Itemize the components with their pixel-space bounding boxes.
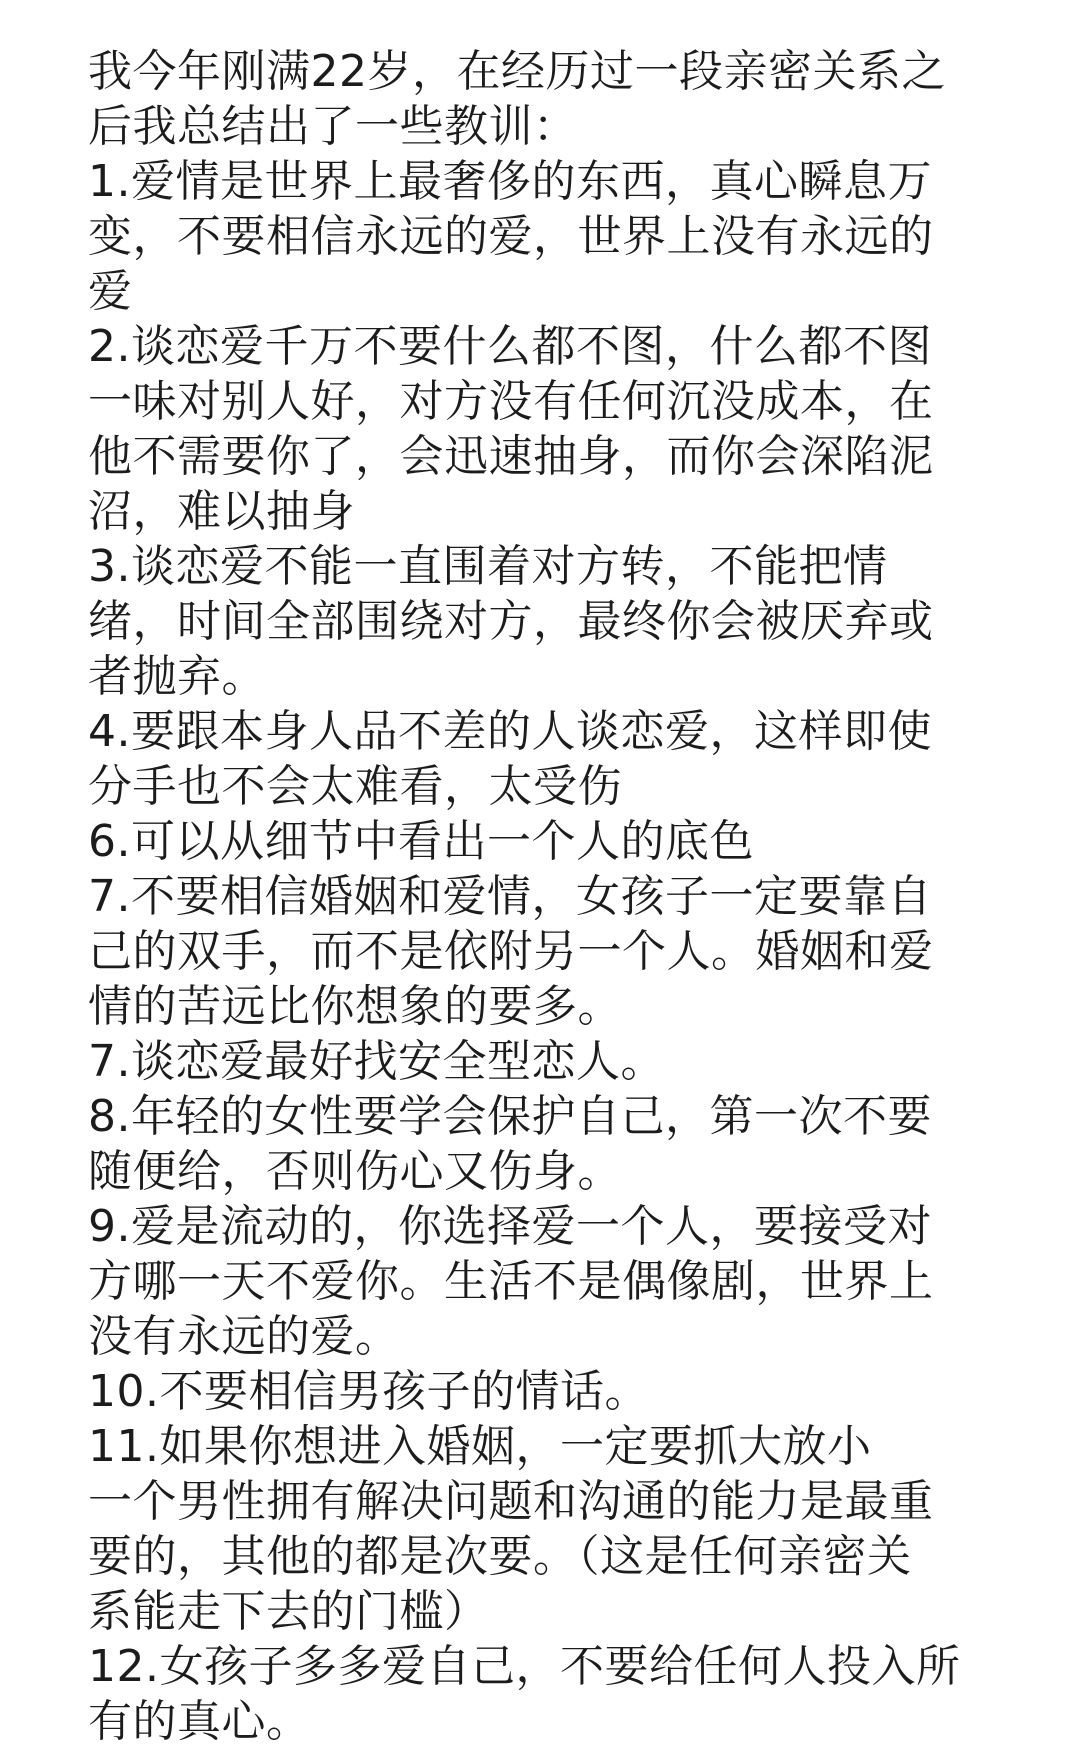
text-line: 4.要跟本身人品不差的人谈恋爱，这样即使: [88, 706, 932, 757]
text-line: 9.爱是流动的，你选择爱一个人，要接受对: [88, 1201, 932, 1252]
text-line: 8.年轻的女性要学会保护自己，第一次不要: [88, 1091, 932, 1142]
text-line: 者抛弃。: [88, 651, 266, 702]
text-line: 6.可以从细节中看出一个人的底色: [88, 816, 754, 867]
text-line: 沼，难以抽身: [88, 486, 355, 537]
text-line: 分手也不会太难看，太受伤: [88, 761, 622, 812]
text-line: 己的双手，而不是依附另一个人。婚姻和爱: [88, 926, 934, 977]
text-line: 情的苦远比你想象的要多。: [88, 981, 622, 1032]
text-line: 我今年刚满22岁，在经历过一段亲密关系之: [88, 46, 946, 97]
text-line: 一个男性拥有解决问题和沟通的能力是最重: [88, 1476, 934, 1527]
text-line: 10.不要相信男孩子的情话。: [88, 1366, 649, 1417]
text-line: 系能走下去的门槛）: [88, 1586, 489, 1637]
text-line: 要的，其他的都是次要。（这是任何亲密关: [88, 1531, 912, 1582]
text-line: 绪，时间全部围绕对方，最终你会被厌弃或: [88, 596, 934, 647]
text-line: 后我总结出了一些教训：: [88, 101, 578, 152]
text-line: 2.谈恋爱千万不要什么都不图，什么都不图: [88, 321, 932, 372]
text-line: 7.不要相信婚姻和爱情，女孩子一定要靠自: [88, 871, 932, 922]
text-line: 12.女孩子多多爱自己，不要给任何人投入所: [88, 1641, 961, 1692]
text-line: 1.爱情是世界上最奢侈的东西，真心瞬息万: [88, 156, 932, 207]
text-line: 爱: [88, 266, 133, 317]
text-line: 变，不要相信永远的爱，世界上没有永远的: [88, 211, 934, 262]
text-line: 11.如果你想进入婚姻，一定要抓大放小: [88, 1421, 872, 1472]
text-line: 一味对别人好，对方没有任何沉没成本，在: [88, 376, 934, 427]
text-line: 有的真心。: [88, 1696, 311, 1747]
text-line: 没有永远的爱。: [88, 1311, 400, 1362]
text-line: 7.谈恋爱最好找安全型恋人。: [88, 1036, 665, 1087]
text-line: 他不需要你了，会迅速抽身，而你会深陷泥: [88, 431, 934, 482]
text-line: 随便给，否则伤心又伤身。: [88, 1146, 622, 1197]
text-block: [88, 44, 1048, 1749]
text-line: 方哪一天不爱你。生活不是偶像剧，世界上: [88, 1256, 934, 1307]
text-line: 3.谈恋爱不能一直围着对方转，不能把情: [88, 541, 888, 592]
